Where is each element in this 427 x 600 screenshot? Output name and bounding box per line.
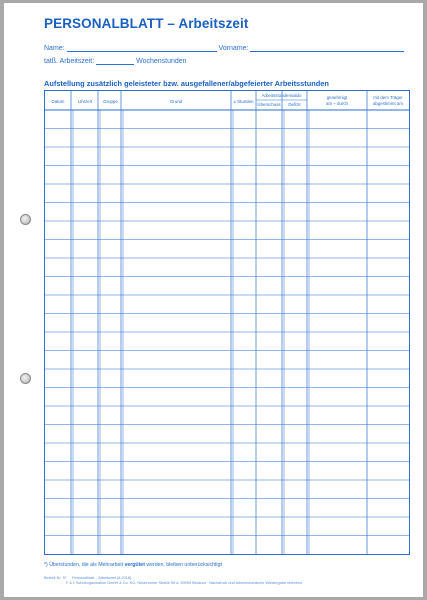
form-edition: Personalblatt – Arbeitszeit (6.2018)	[72, 576, 132, 580]
printer-imprint	[44, 576, 302, 586]
col-header-defizit: Defizit	[288, 102, 301, 107]
vorname-field[interactable]	[250, 44, 404, 52]
form-page	[4, 3, 423, 597]
col-header-traeger: mit dem Träger	[373, 95, 403, 100]
arbeitszeit-label: tatß. Arbeitszeit:	[44, 58, 95, 65]
hours-table	[44, 90, 410, 555]
footnote-emphasis: vergütet	[124, 562, 145, 568]
arbeitszeit-field[interactable]	[96, 57, 134, 65]
col-header-genehmigt: genehmigt	[326, 95, 348, 100]
col-header-stunden: ± Stunden	[233, 99, 254, 104]
vorname-label: Vorname:	[218, 45, 249, 52]
col-header-saldo: Arbeitsstundensaldo	[261, 93, 302, 98]
punch-hole-icon	[20, 373, 31, 384]
page-title: PERSONALBLATT – Arbeitszeit	[44, 16, 249, 31]
arbeitszeit-row	[44, 57, 187, 65]
col-header-grund: Grund	[169, 99, 183, 104]
col-header-gruppe: Gruppe	[103, 99, 118, 104]
punch-hole-icon	[20, 214, 31, 225]
footnote	[44, 562, 222, 568]
col-header-traeger-sub: abgestimmt am	[372, 101, 403, 106]
name-field[interactable]	[67, 44, 217, 52]
footnote-prefix: *) Überstunden, die als Mehrarbeit	[44, 562, 125, 568]
footnote-suffix: werden, bleiben unberücksichtigt	[144, 562, 222, 568]
name-label: Name:	[44, 45, 65, 52]
section-title: Aufstellung zusätzlich geleisteter bzw. ausgefallener/abgefeierter Arbeitsstunden	[44, 79, 329, 88]
wochenstunden-label: Wochenstunden	[136, 58, 187, 65]
col-header-genehmigt-sub: am – durch	[326, 101, 348, 106]
col-header-ueberschuss: Überschuss	[257, 102, 281, 107]
table-grid	[45, 91, 409, 554]
order-number: Bestell-Nr. 97	[44, 576, 67, 580]
imprint-line-2: F & L Schulorganisation GmbH & Co. KG, Neubrunner Straße 99 a, 90999 Beckum · Nachdruck und fotomechanische Wiedergabe verboten	[66, 581, 302, 585]
col-header-datum: Datum	[51, 99, 65, 104]
name-row	[44, 44, 404, 52]
col-header-uhrzeit: Uhrzeit	[78, 99, 92, 104]
